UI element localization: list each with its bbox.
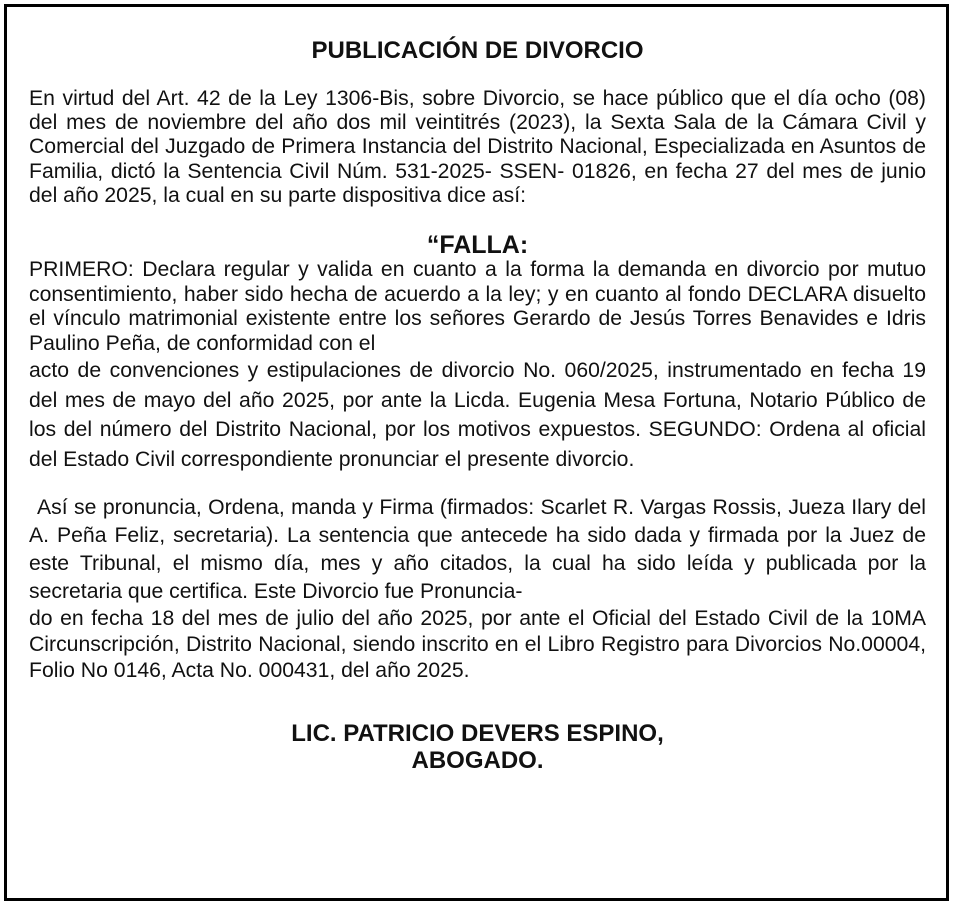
notice-title: PUBLICACIÓN DE DIVORCIO <box>311 37 644 64</box>
closing-paragraph-part2: do en fecha 18 del mes de julio del año 2025, por ante el Oficial del Estado Civil de la 10MA Circunscripción, Distrito Nacional, siendo inscrito en el Libro Registro para Divorcios No.00004, Folio No 0146, Acta No. 000431, del año 2025. <box>29 607 926 683</box>
ruling-paragraph-part1: PRIMERO: Declara regular y valida en cuanto a la forma la demanda en divorcio por mutuo consentimiento, haber sido hecha de acuerdo a la ley; y en cuanto al fondo DECLARA disuelto el vínculo matrimonial existente entre los señores Gerardo de Jesús Torres Benavides e Idris Paulino Peña, de conformidad con el <box>29 258 926 355</box>
intro-paragraph: En virtud del Art. 42 de la Ley 1306-Bis, sobre Divorcio, se hace público que el día ocho (08) del mes de noviembre del año dos mil veintitrés (2023), la Sexta Sala de la Cámara Civil y Comercial del Juzgado de Primera Instancia del Distrito Nacional, Especializada en Asuntos de Familia, dictó la Sentencia Civil Núm. 531-2025- SSEN- 01826, en fecha 27 del mes de junio del año 2025, la cual en su parte dispositiva dice así: <box>29 87 926 207</box>
signature-name: LIC. PATRICIO DEVERS ESPINO, <box>291 720 664 748</box>
signature-title: ABOGADO. <box>411 747 544 775</box>
closing-paragraph-part1: Así se pronuncia, Ordena, manda y Firma (firmados: Scarlet R. Vargas Rossis, Jueza Ilary del A. Peña Feliz, secretaria). La sentencia que antecede ha sido dada y firmada por la Juez de este Tribunal, el mismo día, mes y año citados, la cual ha sido leída y publicada por la secretaria que certifica. Este Divorcio fue Pronuncia- <box>29 496 926 604</box>
ruling-paragraph-part2: acto de convenciones y estipulaciones de divorcio No. 060/2025, instrumentado en fecha 19 del mes de mayo del año 2025, por ante la Licda. Eugenia Mesa Fortuna, Notario Público de los del número del Distrito Nacional, por los motivos expuestos. SEGUNDO: Ordena al oficial del Estado Civil correspondiente pronunciar el presente divorcio. <box>29 359 926 471</box>
notice-frame <box>4 4 949 901</box>
signature-block <box>29 720 926 774</box>
falla-heading: “FALLA: <box>426 231 529 260</box>
notice-content <box>29 37 926 774</box>
